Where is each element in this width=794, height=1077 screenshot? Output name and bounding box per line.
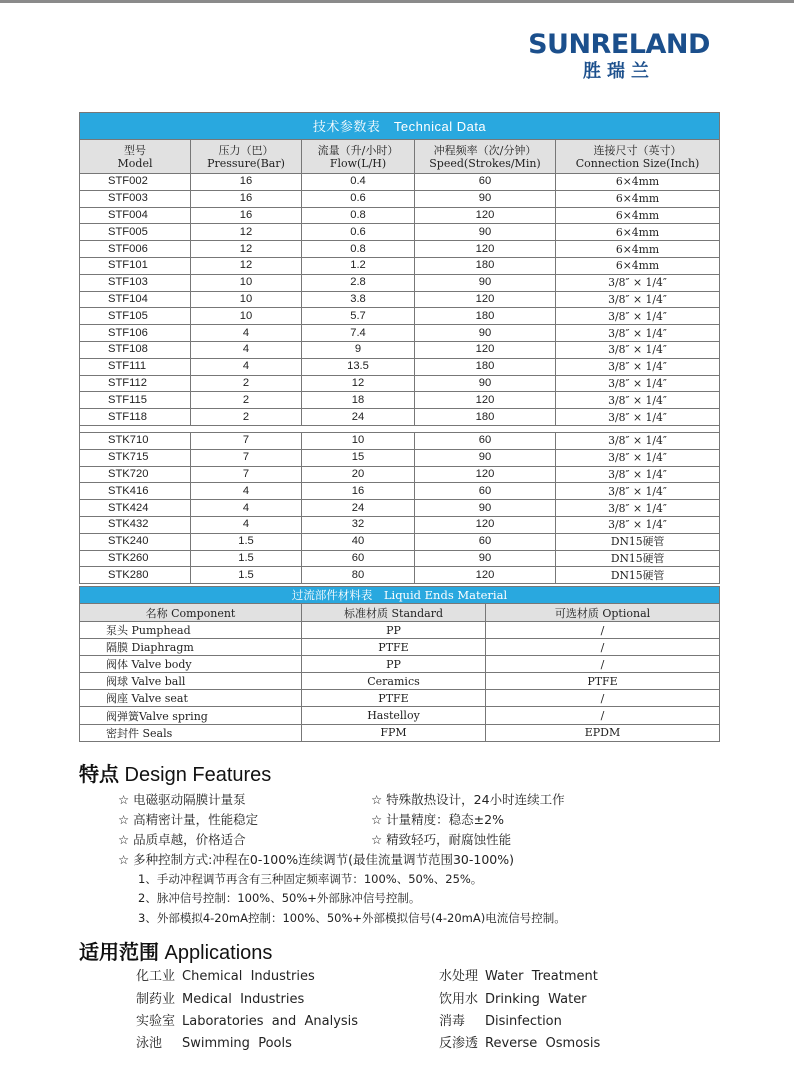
cell-connection: 3/8″ × 1/4″ — [556, 341, 720, 358]
cell-speed: 120 — [415, 392, 556, 409]
cell-connection: 3/8″ × 1/4″ — [556, 466, 720, 483]
cell-pressure: 4 — [191, 341, 302, 358]
table-row — [80, 224, 720, 241]
cell-model: STF005 — [80, 224, 191, 241]
brand-logo — [518, 30, 720, 83]
cell-connection: 3/8″ × 1/4″ — [556, 392, 720, 409]
table-row — [80, 291, 720, 308]
cell-connection: 3/8″ × 1/4″ — [556, 483, 720, 500]
table-row — [80, 724, 720, 741]
cell-model: STK280 — [80, 567, 191, 584]
table-row — [80, 690, 720, 707]
cell-flow: 60 — [302, 550, 415, 567]
cell-pressure: 16 — [191, 174, 302, 191]
cell-standard: PP — [302, 622, 486, 639]
table-row — [80, 325, 720, 342]
technical-data-caption: 技术参数表 Technical Data — [80, 113, 720, 140]
cell-model: STK240 — [80, 533, 191, 550]
table-row — [80, 550, 720, 567]
cell-optional: / — [486, 690, 720, 707]
cell-pressure: 16 — [191, 190, 302, 207]
cell-flow: 18 — [302, 392, 415, 409]
cell-speed: 120 — [415, 516, 556, 533]
cell-model: STK710 — [80, 432, 191, 449]
cell-pressure: 16 — [191, 207, 302, 224]
cell-connection: DN15硬管 — [556, 550, 720, 567]
cell-model: STF112 — [80, 375, 191, 392]
cell-flow: 0.6 — [302, 190, 415, 207]
cell-connection: 3/8″ × 1/4″ — [556, 308, 720, 325]
cell-model: STK720 — [80, 466, 191, 483]
cell-flow: 0.4 — [302, 174, 415, 191]
application-en: Chemical Industries — [182, 969, 315, 984]
cell-model: STF004 — [80, 207, 191, 224]
cell-model: STF101 — [80, 257, 191, 274]
cell-model: STF111 — [80, 358, 191, 375]
application-item — [136, 965, 315, 984]
cell-pressure: 10 — [191, 308, 302, 325]
cell-pressure: 12 — [191, 257, 302, 274]
cell-flow: 10 — [302, 432, 415, 449]
column-header-speed: 冲程频率（次/分钟） Speed(Strokes/Min) — [415, 140, 556, 174]
table-row — [80, 466, 720, 483]
cell-pressure: 7 — [191, 432, 302, 449]
application-en: Drinking Water — [485, 992, 587, 1007]
application-item — [136, 1010, 358, 1029]
cell-standard: Ceramics — [302, 673, 486, 690]
table-row — [80, 707, 720, 724]
application-cn: 水处理 — [439, 969, 479, 984]
cell-connection: DN15硬管 — [556, 567, 720, 584]
application-cn: 反渗透 — [439, 1036, 479, 1051]
cell-pressure: 2 — [191, 409, 302, 426]
cell-model: STF118 — [80, 409, 191, 426]
cell-model: STF103 — [80, 274, 191, 291]
application-item — [439, 988, 587, 1007]
cell-standard: FPM — [302, 724, 486, 741]
cell-flow: 1.2 — [302, 257, 415, 274]
cell-connection: 3/8″ × 1/4″ — [556, 358, 720, 375]
technical-data-table — [79, 112, 720, 584]
material-header-standard: 标准材质 Standard — [302, 604, 486, 622]
cell-model: STF105 — [80, 308, 191, 325]
application-cn: 实验室 — [136, 1014, 176, 1029]
top-rule — [0, 0, 794, 3]
table-row — [80, 639, 720, 656]
cell-flow: 80 — [302, 567, 415, 584]
column-header-model: 型号 Model — [80, 140, 191, 174]
application-cn: 饮用水 — [439, 992, 479, 1007]
application-cn: 制药业 — [136, 992, 176, 1007]
application-en: Medical Industries — [182, 992, 305, 1007]
cell-connection: 3/8″ × 1/4″ — [556, 516, 720, 533]
cell-flow: 24 — [302, 500, 415, 517]
cell-speed: 180 — [415, 358, 556, 375]
cell-pressure: 12 — [191, 224, 302, 241]
cell-speed: 90 — [415, 274, 556, 291]
table-row — [80, 308, 720, 325]
cell-pressure: 4 — [191, 516, 302, 533]
cell-flow: 16 — [302, 483, 415, 500]
cell-connection: 3/8″ × 1/4″ — [556, 449, 720, 466]
cell-flow: 7.4 — [302, 325, 415, 342]
application-cn: 泳池 — [136, 1036, 163, 1051]
cell-pressure: 1.5 — [191, 567, 302, 584]
table-row — [80, 241, 720, 258]
cell-component: 阀座 Valve seat — [80, 690, 302, 707]
cell-pressure: 10 — [191, 291, 302, 308]
cell-flow: 15 — [302, 449, 415, 466]
design-features-heading: 特点 Design Features — [79, 762, 272, 786]
table-row — [80, 409, 720, 426]
column-header-pressure: 压力（巴） Pressure(Bar) — [191, 140, 302, 174]
application-cn: 消毒 — [439, 1014, 466, 1029]
applications-heading: 适用范围 Applications — [79, 940, 273, 964]
application-cn: 化工业 — [136, 969, 176, 984]
cell-model: STK424 — [80, 500, 191, 517]
cell-model: STF002 — [80, 174, 191, 191]
cell-connection: 6×4mm — [556, 190, 720, 207]
cell-pressure: 4 — [191, 325, 302, 342]
cell-connection: 6×4mm — [556, 174, 720, 191]
table-row — [80, 622, 720, 639]
table-row — [80, 358, 720, 375]
series-divider — [80, 425, 720, 432]
cell-speed: 60 — [415, 533, 556, 550]
table-row — [80, 500, 720, 517]
cell-pressure: 1.5 — [191, 533, 302, 550]
application-item — [439, 1010, 562, 1029]
brand-name-cn: 胜瑞兰 — [583, 61, 655, 82]
feature-item: ☆ 计量精度：稳态±2% — [371, 812, 504, 827]
cell-connection: 3/8″ × 1/4″ — [556, 274, 720, 291]
table-row — [80, 174, 720, 191]
cell-speed: 60 — [415, 483, 556, 500]
cell-speed: 180 — [415, 257, 556, 274]
application-en: Water Treatment — [485, 969, 598, 984]
cell-connection: 3/8″ × 1/4″ — [556, 325, 720, 342]
table-row — [80, 341, 720, 358]
cell-flow: 13.5 — [302, 358, 415, 375]
brand-name-en: SUNRELAND — [528, 29, 710, 60]
cell-flow: 3.8 — [302, 291, 415, 308]
table-row — [80, 656, 720, 673]
cell-component: 阀弹簧Valve spring — [80, 707, 302, 724]
feature-item: ☆ 电磁驱动隔膜计量泵 — [118, 792, 246, 807]
cell-model: STK260 — [80, 550, 191, 567]
application-en: Swimming Pools — [182, 1036, 292, 1051]
cell-flow: 40 — [302, 533, 415, 550]
table-row — [80, 516, 720, 533]
cell-standard: Hastelloy — [302, 707, 486, 724]
column-header-connection: 连接尺寸（英寸） Connection Size(Inch) — [556, 140, 720, 174]
cell-standard: PTFE — [302, 690, 486, 707]
cell-model: STF104 — [80, 291, 191, 308]
cell-component: 阀体 Valve body — [80, 656, 302, 673]
table-row — [80, 432, 720, 449]
cell-flow: 32 — [302, 516, 415, 533]
cell-pressure: 4 — [191, 483, 302, 500]
table-row — [80, 257, 720, 274]
application-en: Reverse Osmosis — [485, 1036, 601, 1051]
material-caption: 过流部件材料表 Liquid Ends Material — [80, 587, 720, 604]
cell-model: STF115 — [80, 392, 191, 409]
application-item — [439, 965, 598, 984]
cell-speed: 120 — [415, 291, 556, 308]
cell-model: STF106 — [80, 325, 191, 342]
application-item — [439, 1032, 600, 1051]
cell-model: STF003 — [80, 190, 191, 207]
table-row — [80, 567, 720, 584]
cell-connection: DN15硬管 — [556, 533, 720, 550]
application-item — [136, 1032, 292, 1051]
cell-optional: / — [486, 707, 720, 724]
cell-speed: 90 — [415, 224, 556, 241]
cell-model: STK432 — [80, 516, 191, 533]
cell-flow: 24 — [302, 409, 415, 426]
feature-sub-item: 1、手动冲程调节再含有三种固定频率调节：100%、50%、25%。 — [138, 872, 483, 886]
cell-optional: EPDM — [486, 724, 720, 741]
cell-pressure: 2 — [191, 392, 302, 409]
application-en: Laboratories and Analysis — [182, 1014, 359, 1029]
cell-pressure: 1.5 — [191, 550, 302, 567]
cell-speed: 120 — [415, 207, 556, 224]
cell-speed: 180 — [415, 308, 556, 325]
feature-item: ☆ 特殊散热设计，24小时连续工作 — [371, 792, 565, 807]
cell-flow: 2.8 — [302, 274, 415, 291]
cell-flow: 0.8 — [302, 207, 415, 224]
cell-connection: 3/8″ × 1/4″ — [556, 432, 720, 449]
cell-connection: 6×4mm — [556, 257, 720, 274]
cell-connection: 6×4mm — [556, 241, 720, 258]
table-row — [80, 190, 720, 207]
cell-standard: PP — [302, 656, 486, 673]
cell-optional: PTFE — [486, 673, 720, 690]
table-row — [80, 533, 720, 550]
table-row — [80, 483, 720, 500]
cell-pressure: 10 — [191, 274, 302, 291]
cell-connection: 3/8″ × 1/4″ — [556, 291, 720, 308]
table-row — [80, 449, 720, 466]
feature-sub-item: 2、脉冲信号控制：100%、50%+外部脉冲信号控制。 — [138, 891, 421, 905]
cell-speed: 90 — [415, 375, 556, 392]
cell-connection: 3/8″ × 1/4″ — [556, 375, 720, 392]
cell-speed: 90 — [415, 550, 556, 567]
table-row — [80, 274, 720, 291]
cell-flow: 20 — [302, 466, 415, 483]
material-header-optional: 可选材质 Optional — [486, 604, 720, 622]
cell-connection: 3/8″ × 1/4″ — [556, 500, 720, 517]
cell-model: STF108 — [80, 341, 191, 358]
feature-control-modes: ☆ 多种控制方式:冲程在0-100%连续调节(最佳流量调节范围30-100%) — [118, 852, 514, 867]
cell-pressure: 12 — [191, 241, 302, 258]
cell-pressure: 2 — [191, 375, 302, 392]
feature-item: ☆ 精致轻巧，耐腐蚀性能 — [371, 832, 512, 847]
cell-standard: PTFE — [302, 639, 486, 656]
cell-speed: 90 — [415, 325, 556, 342]
liquid-ends-material-table — [79, 586, 720, 742]
feature-item: ☆ 高精密计量，性能稳定 — [118, 812, 259, 827]
cell-speed: 90 — [415, 500, 556, 517]
cell-speed: 120 — [415, 567, 556, 584]
cell-connection: 6×4mm — [556, 224, 720, 241]
cell-flow: 9 — [302, 341, 415, 358]
table-row — [80, 207, 720, 224]
application-en: Disinfection — [485, 1014, 562, 1029]
cell-flow: 12 — [302, 375, 415, 392]
application-item — [136, 988, 304, 1007]
cell-speed: 60 — [415, 432, 556, 449]
cell-speed: 120 — [415, 466, 556, 483]
cell-speed: 120 — [415, 341, 556, 358]
table-row — [80, 673, 720, 690]
cell-speed: 90 — [415, 190, 556, 207]
cell-model: STF006 — [80, 241, 191, 258]
table-row — [80, 392, 720, 409]
feature-sub-item: 3、外部模拟4-20mA控制：100%、50%+外部模拟信号(4-20mA)电流信号控制。 — [138, 911, 566, 925]
cell-optional: / — [486, 639, 720, 656]
cell-speed: 120 — [415, 241, 556, 258]
cell-pressure: 7 — [191, 466, 302, 483]
cell-speed: 90 — [415, 449, 556, 466]
cell-flow: 5.7 — [302, 308, 415, 325]
cell-model: STK416 — [80, 483, 191, 500]
column-header-flow: 流量（升/小时） Flow(L/H) — [302, 140, 415, 174]
cell-component: 阀球 Valve ball — [80, 673, 302, 690]
cell-speed: 180 — [415, 409, 556, 426]
cell-speed: 60 — [415, 174, 556, 191]
table-row — [80, 375, 720, 392]
cell-component: 隔膜 Diaphragm — [80, 639, 302, 656]
feature-item: ☆ 品质卓越，价格适合 — [118, 832, 246, 847]
material-header-component: 名称 Component — [80, 604, 302, 622]
cell-optional: / — [486, 622, 720, 639]
cell-flow: 0.6 — [302, 224, 415, 241]
cell-pressure: 7 — [191, 449, 302, 466]
cell-component: 泵头 Pumphead — [80, 622, 302, 639]
cell-model: STK715 — [80, 449, 191, 466]
cell-connection: 6×4mm — [556, 207, 720, 224]
cell-flow: 0.8 — [302, 241, 415, 258]
cell-component: 密封件 Seals — [80, 724, 302, 741]
cell-pressure: 4 — [191, 500, 302, 517]
cell-pressure: 4 — [191, 358, 302, 375]
cell-connection: 3/8″ × 1/4″ — [556, 409, 720, 426]
cell-optional: / — [486, 656, 720, 673]
